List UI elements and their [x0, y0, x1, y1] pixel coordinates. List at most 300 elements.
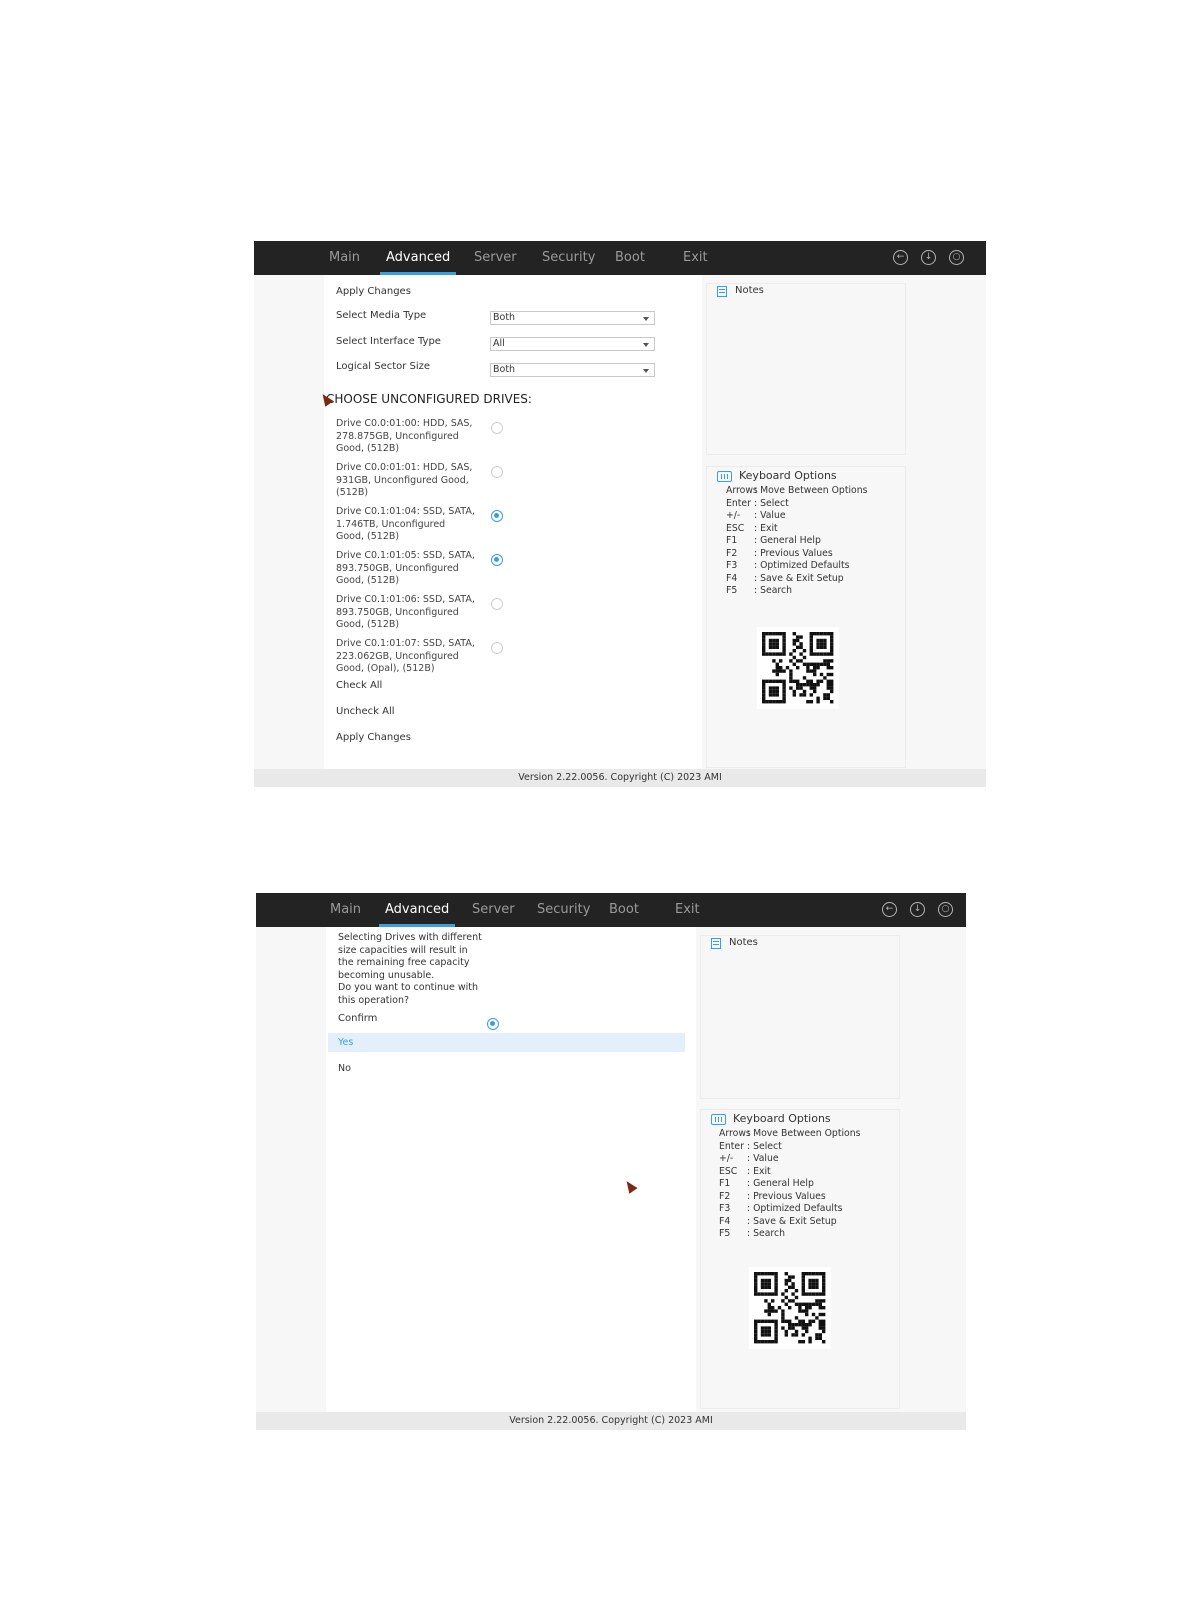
qr-module: [796, 683, 799, 686]
confirm-label: Confirm: [338, 1013, 378, 1024]
confirm-dialog-area: [326, 927, 696, 1412]
qr-module: [776, 680, 779, 683]
qr-module: [761, 1272, 764, 1275]
qr-module: [761, 1282, 764, 1285]
chevron-down-icon: [643, 369, 649, 373]
drive-radio[interactable]: [491, 422, 503, 434]
qr-module: [793, 649, 796, 652]
qr-module: [768, 1326, 771, 1329]
tab-server[interactable]: Server: [472, 902, 515, 917]
qr-module: [764, 1279, 767, 1282]
shortcut-key: F5: [726, 585, 738, 596]
shortcut-key: F1: [726, 535, 738, 546]
back-arrow-icon[interactable]: ←: [893, 250, 908, 265]
qr-module: [816, 680, 819, 683]
qr-module: [769, 646, 772, 649]
drives-heading: CHOOSE UNCONFIGURED DRIVES:: [326, 392, 532, 406]
qr-module: [764, 1330, 767, 1333]
qr-module: [789, 676, 792, 679]
qr-module: [816, 639, 819, 642]
download-icon[interactable]: ↓: [910, 902, 925, 917]
qr-module: [810, 686, 813, 689]
qr-module: [782, 686, 785, 689]
shortcut-row: [719, 1191, 860, 1204]
qr-module: [789, 669, 792, 672]
check-all-button[interactable]: Check All: [336, 680, 383, 691]
shortcut-desc: : Save & Exit Setup: [747, 1215, 837, 1227]
qr-module: [782, 639, 785, 642]
qr-module: [782, 669, 785, 672]
shortcut-key: F2: [719, 1190, 731, 1202]
shortcut-row: [726, 498, 867, 511]
qr-module: [822, 1313, 825, 1316]
qr-module: [827, 693, 830, 696]
qr-module: [819, 1292, 822, 1295]
qr-module: [785, 1330, 788, 1333]
qr-module: [768, 1309, 771, 1312]
qr-module: [810, 652, 813, 655]
qr-module: [802, 1323, 805, 1326]
qr-module: [764, 1309, 767, 1312]
qr-module: [802, 1320, 805, 1323]
qr-module: [771, 1292, 774, 1295]
option-yes[interactable]: Yes: [338, 1037, 354, 1048]
option-no[interactable]: No: [338, 1063, 351, 1074]
qr-module: [779, 669, 782, 672]
shortcut-key: F4: [726, 572, 738, 584]
qr-module: [808, 1282, 811, 1285]
shortcut-desc: : Exit: [747, 1165, 771, 1177]
qr-module: [754, 1275, 757, 1278]
qr-module: [820, 639, 823, 642]
qr-module: [789, 686, 792, 689]
qr-module: [776, 666, 779, 669]
tab-security[interactable]: Security: [537, 902, 591, 917]
qr-module: [820, 680, 823, 683]
qr-module: [799, 693, 802, 696]
qr-module: [830, 659, 833, 662]
qr-module: [803, 663, 806, 666]
qr-module: [796, 680, 799, 683]
search-icon[interactable]: ○: [938, 902, 953, 917]
shortcut-key: +/-: [719, 1153, 734, 1164]
qr-module: [774, 1340, 777, 1343]
qr-module: [776, 669, 779, 672]
qr-module: [815, 1337, 818, 1340]
qr-module: [819, 1306, 822, 1309]
qr-module: [764, 1292, 767, 1295]
qr-module: [815, 1316, 818, 1319]
qr-module: [805, 1292, 808, 1295]
keyboard-panel: [706, 466, 906, 768]
qr-module: [761, 1320, 764, 1323]
qr-module: [762, 697, 765, 700]
qr-module: [785, 1333, 788, 1336]
download-icon[interactable]: ↓: [921, 250, 936, 265]
qr-module: [774, 1289, 777, 1292]
keyboard-panel: [700, 1109, 900, 1409]
qr-module: [776, 686, 779, 689]
qr-module: [757, 1272, 760, 1275]
qr-module: [778, 1306, 781, 1309]
confirm-radio[interactable]: [487, 1018, 499, 1030]
qr-module: [764, 1340, 767, 1343]
qr-module: [815, 1286, 818, 1289]
drive-item[interactable]: Drive C0.0:01:01: HDD, SAS, 931GB, Unconfigured Good, (512B): [336, 462, 473, 498]
qr-module: [762, 652, 765, 655]
qr-module: [772, 632, 775, 635]
qr-module: [774, 1323, 777, 1326]
qr-module: [769, 639, 772, 642]
qr-module: [808, 1303, 811, 1306]
tab-advanced[interactable]: Advanced: [386, 241, 450, 275]
qr-module: [802, 1272, 805, 1275]
qr-module: [793, 656, 796, 659]
drive-radio[interactable]: [491, 642, 503, 654]
qr-module: [812, 1279, 815, 1282]
qr-module: [816, 646, 819, 649]
qr-module: [774, 1282, 777, 1285]
qr-module: [779, 666, 782, 669]
qr-module: [754, 1337, 757, 1340]
qr-module: [808, 1286, 811, 1289]
shortcut-key: ESC: [719, 1165, 738, 1177]
qr-module: [822, 1282, 825, 1285]
shortcut-row: [726, 548, 867, 561]
tab-server[interactable]: Server: [474, 250, 517, 265]
qr-module: [772, 646, 775, 649]
tab-main[interactable]: Main: [329, 250, 361, 265]
qr-module: [820, 673, 823, 676]
drive-item[interactable]: Drive C0.0:01:00: HDD, SAS, 278.875GB, Unconfigured Good, (512B): [336, 418, 473, 454]
drive-item[interactable]: Drive C0.1:01:06: SSD, SATA, 893.750GB, Unconfigured Good, (512B): [336, 594, 475, 630]
apply-changes-top[interactable]: Apply Changes: [336, 286, 411, 297]
drive-radio[interactable]: [491, 466, 503, 478]
shortcut-desc: : Previous Values: [754, 547, 833, 559]
qr-module: [827, 663, 830, 666]
qr-module: [827, 632, 830, 635]
qr-module: [764, 1333, 767, 1336]
back-arrow-icon[interactable]: ←: [882, 902, 897, 917]
qr-module: [810, 649, 813, 652]
qr-module: [802, 1289, 805, 1292]
qr-module: [779, 632, 782, 635]
tab-boot[interactable]: Boot: [615, 250, 645, 265]
qr-module: [771, 1306, 774, 1309]
qr-module: [762, 635, 765, 638]
qr-module: [830, 690, 833, 693]
qr-module: [816, 642, 819, 645]
qr-module: [823, 639, 826, 642]
shortcut-row: [719, 1166, 860, 1179]
qr-module: [788, 1279, 791, 1282]
qr-module: [774, 1279, 777, 1282]
qr-module: [776, 690, 779, 693]
keyboard-icon: [711, 1114, 726, 1125]
qr-module: [805, 1306, 808, 1309]
shortcut-row: [719, 1141, 860, 1154]
qr-module: [795, 1289, 798, 1292]
qr-module: [830, 666, 833, 669]
qr-module: [793, 639, 796, 642]
qr-module: [776, 639, 779, 642]
interface-type-select[interactable]: [490, 337, 655, 351]
drive-radio[interactable]: [491, 598, 503, 610]
qr-module: [796, 635, 799, 638]
qr-module: [812, 1292, 815, 1295]
qr-module: [822, 1330, 825, 1333]
qr-module: [776, 700, 779, 703]
qr-module: [830, 680, 833, 683]
drive-item[interactable]: Drive C0.1:01:05: SSD, SATA, 893.750GB, Unconfigured Good, (512B): [336, 550, 475, 586]
qr-module: [810, 639, 813, 642]
qr-module: [823, 663, 826, 666]
qr-module: [761, 1340, 764, 1343]
qr-module: [822, 1292, 825, 1295]
qr-module: [802, 1275, 805, 1278]
qr-module: [764, 1286, 767, 1289]
qr-module: [799, 642, 802, 645]
qr-module: [779, 652, 782, 655]
shortcut-desc: : Value: [754, 510, 786, 521]
qr-module: [754, 1320, 757, 1323]
qr-module: [805, 1323, 808, 1326]
qr-module: [765, 652, 768, 655]
qr-module: [823, 697, 826, 700]
shortcut-row: [719, 1216, 860, 1229]
top-menu-bar: [254, 241, 986, 275]
qr-module: [771, 1340, 774, 1343]
qr-module: [802, 1309, 805, 1312]
qr-module: [761, 1279, 764, 1282]
keyboard-title: Keyboard Options: [733, 1112, 831, 1125]
tab-exit[interactable]: Exit: [675, 902, 700, 917]
shortcut-key: F3: [719, 1203, 731, 1214]
qr-code: [749, 1267, 831, 1349]
qr-module: [768, 1272, 771, 1275]
notes-icon: [711, 938, 721, 949]
qr-module: [816, 666, 819, 669]
qr-module: [754, 1286, 757, 1289]
warning-line: Selecting Drives with different: [338, 932, 482, 943]
qr-module: [782, 642, 785, 645]
drive-item[interactable]: Drive C0.1:01:04: SSD, SATA, 1.746TB, Unconfigured Good, (512B): [336, 506, 475, 542]
qr-module: [813, 690, 816, 693]
qr-module: [762, 686, 765, 689]
qr-module: [819, 1272, 822, 1275]
qr-module: [774, 1320, 777, 1323]
qr-module: [823, 632, 826, 635]
qr-module: [812, 1320, 815, 1323]
shortcut-key: Enter: [719, 1140, 744, 1152]
qr-module: [782, 697, 785, 700]
qr-module: [768, 1333, 771, 1336]
qr-module: [815, 1279, 818, 1282]
qr-module: [798, 1340, 801, 1343]
qr-module: [782, 635, 785, 638]
qr-module: [781, 1292, 784, 1295]
shortcut-key: Enter: [726, 497, 751, 509]
qr-module: [782, 646, 785, 649]
qr-module: [762, 639, 765, 642]
qr-module: [823, 646, 826, 649]
qr-module: [813, 666, 816, 669]
qr-module: [754, 1330, 757, 1333]
keyboard-icon: [717, 471, 732, 482]
tab-exit[interactable]: Exit: [683, 250, 708, 265]
qr-module: [810, 683, 813, 686]
search-icon[interactable]: ○: [949, 250, 964, 265]
shortcut-desc: : Previous Values: [747, 1190, 826, 1202]
qr-module: [819, 1303, 822, 1306]
qr-module: [820, 632, 823, 635]
qr-module: [822, 1299, 825, 1302]
qr-module: [802, 1303, 805, 1306]
bios-screen-1: [254, 241, 986, 787]
qr-module: [772, 700, 775, 703]
qr-module: [776, 646, 779, 649]
qr-module: [789, 673, 792, 676]
qr-module: [819, 1333, 822, 1336]
qr-module: [808, 1306, 811, 1309]
version-footer: Version 2.22.0056. Copyright (C) 2023 AMI: [254, 769, 986, 787]
tab-boot[interactable]: Boot: [609, 902, 639, 917]
qr-module: [813, 652, 816, 655]
qr-module: [827, 686, 830, 689]
qr-module: [820, 642, 823, 645]
qr-module: [771, 1320, 774, 1323]
qr-module: [802, 1340, 805, 1343]
qr-module: [822, 1323, 825, 1326]
qr-module: [776, 693, 779, 696]
uncheck-all-button[interactable]: Uncheck All: [336, 706, 395, 717]
qr-module: [793, 632, 796, 635]
qr-module: [782, 690, 785, 693]
qr-module: [803, 683, 806, 686]
qr-module: [754, 1323, 757, 1326]
qr-module: [776, 632, 779, 635]
bios-screen-2: [256, 893, 966, 1430]
qr-module: [803, 656, 806, 659]
qr-module: [808, 1279, 811, 1282]
qr-module: [769, 632, 772, 635]
qr-module: [768, 1282, 771, 1285]
qr-module: [813, 632, 816, 635]
qr-module: [762, 646, 765, 649]
qr-module: [774, 1330, 777, 1333]
tab-main[interactable]: Main: [330, 902, 362, 917]
notes-panel: [706, 283, 906, 455]
qr-module: [822, 1306, 825, 1309]
qr-module: [823, 652, 826, 655]
qr-module: [822, 1286, 825, 1289]
tab-advanced[interactable]: Advanced: [385, 893, 449, 927]
shortcut-desc: : Search: [754, 585, 793, 596]
qr-module: [822, 1340, 825, 1343]
qr-module: [798, 1303, 801, 1306]
qr-module: [771, 1309, 774, 1312]
qr-module: [793, 642, 796, 645]
qr-module: [764, 1282, 767, 1285]
qr-module: [781, 1309, 784, 1312]
shortcut-desc: : Search: [747, 1228, 786, 1239]
qr-module: [762, 649, 765, 652]
drive-radio[interactable]: [491, 554, 503, 566]
qr-module: [782, 632, 785, 635]
keyboard-shortcuts: [719, 1128, 860, 1241]
qr-module: [791, 1326, 794, 1329]
qr-module: [815, 1292, 818, 1295]
sector-size-select[interactable]: [490, 363, 655, 377]
qr-module: [785, 1272, 788, 1275]
qr-module: [757, 1292, 760, 1295]
qr-module: [798, 1309, 801, 1312]
settings-list: [324, 275, 702, 770]
qr-module: [762, 632, 765, 635]
qr-module: [754, 1272, 757, 1275]
shortcut-desc: : Save & Exit Setup: [754, 572, 844, 584]
shortcut-key: F4: [719, 1215, 731, 1227]
media-type-value: Both: [493, 312, 516, 323]
notes-icon: [717, 286, 727, 297]
apply-changes-bottom[interactable]: Apply Changes: [336, 732, 411, 743]
qr-module: [830, 639, 833, 642]
qr-module: [803, 676, 806, 679]
qr-module: [813, 683, 816, 686]
qr-module: [768, 1340, 771, 1343]
qr-module: [772, 642, 775, 645]
qr-module: [762, 680, 765, 683]
qr-module: [816, 663, 819, 666]
shortcut-row: [719, 1203, 860, 1216]
qr-module: [788, 1299, 791, 1302]
qr-module: [757, 1340, 760, 1343]
qr-module: [772, 680, 775, 683]
drive-item[interactable]: Drive C0.1:01:07: SSD, SATA, 223.062GB, Unconfigured Good, (Opal), (512B): [336, 638, 475, 674]
warning-line: the remaining free capacity: [338, 957, 470, 968]
qr-module: [764, 1320, 767, 1323]
qr-module: [795, 1316, 798, 1319]
qr-module: [774, 1292, 777, 1295]
media-type-select[interactable]: [490, 311, 655, 325]
qr-module: [819, 1299, 822, 1302]
drive-radio[interactable]: [491, 510, 503, 522]
qr-module: [808, 1340, 811, 1343]
qr-module: [772, 686, 775, 689]
shortcut-key: +/-: [726, 510, 741, 521]
qr-module: [795, 1323, 798, 1326]
qr-module: [806, 700, 809, 703]
qr-module: [816, 652, 819, 655]
qr-module: [803, 649, 806, 652]
qr-module: [785, 1282, 788, 1285]
qr-module: [793, 693, 796, 696]
tab-security[interactable]: Security: [542, 250, 596, 265]
qr-module: [754, 1292, 757, 1295]
qr-module: [768, 1320, 771, 1323]
qr-module: [776, 663, 779, 666]
qr-module: [820, 652, 823, 655]
qr-module: [782, 683, 785, 686]
qr-module: [772, 652, 775, 655]
shortcut-desc: : Move Between Options: [754, 485, 868, 496]
qr-module: [810, 663, 813, 666]
qr-module: [799, 646, 802, 649]
shortcut-desc: : Optimized Defaults: [747, 1203, 843, 1214]
qr-module: [808, 1272, 811, 1275]
shortcut-row: [719, 1228, 860, 1241]
qr-module: [782, 693, 785, 696]
